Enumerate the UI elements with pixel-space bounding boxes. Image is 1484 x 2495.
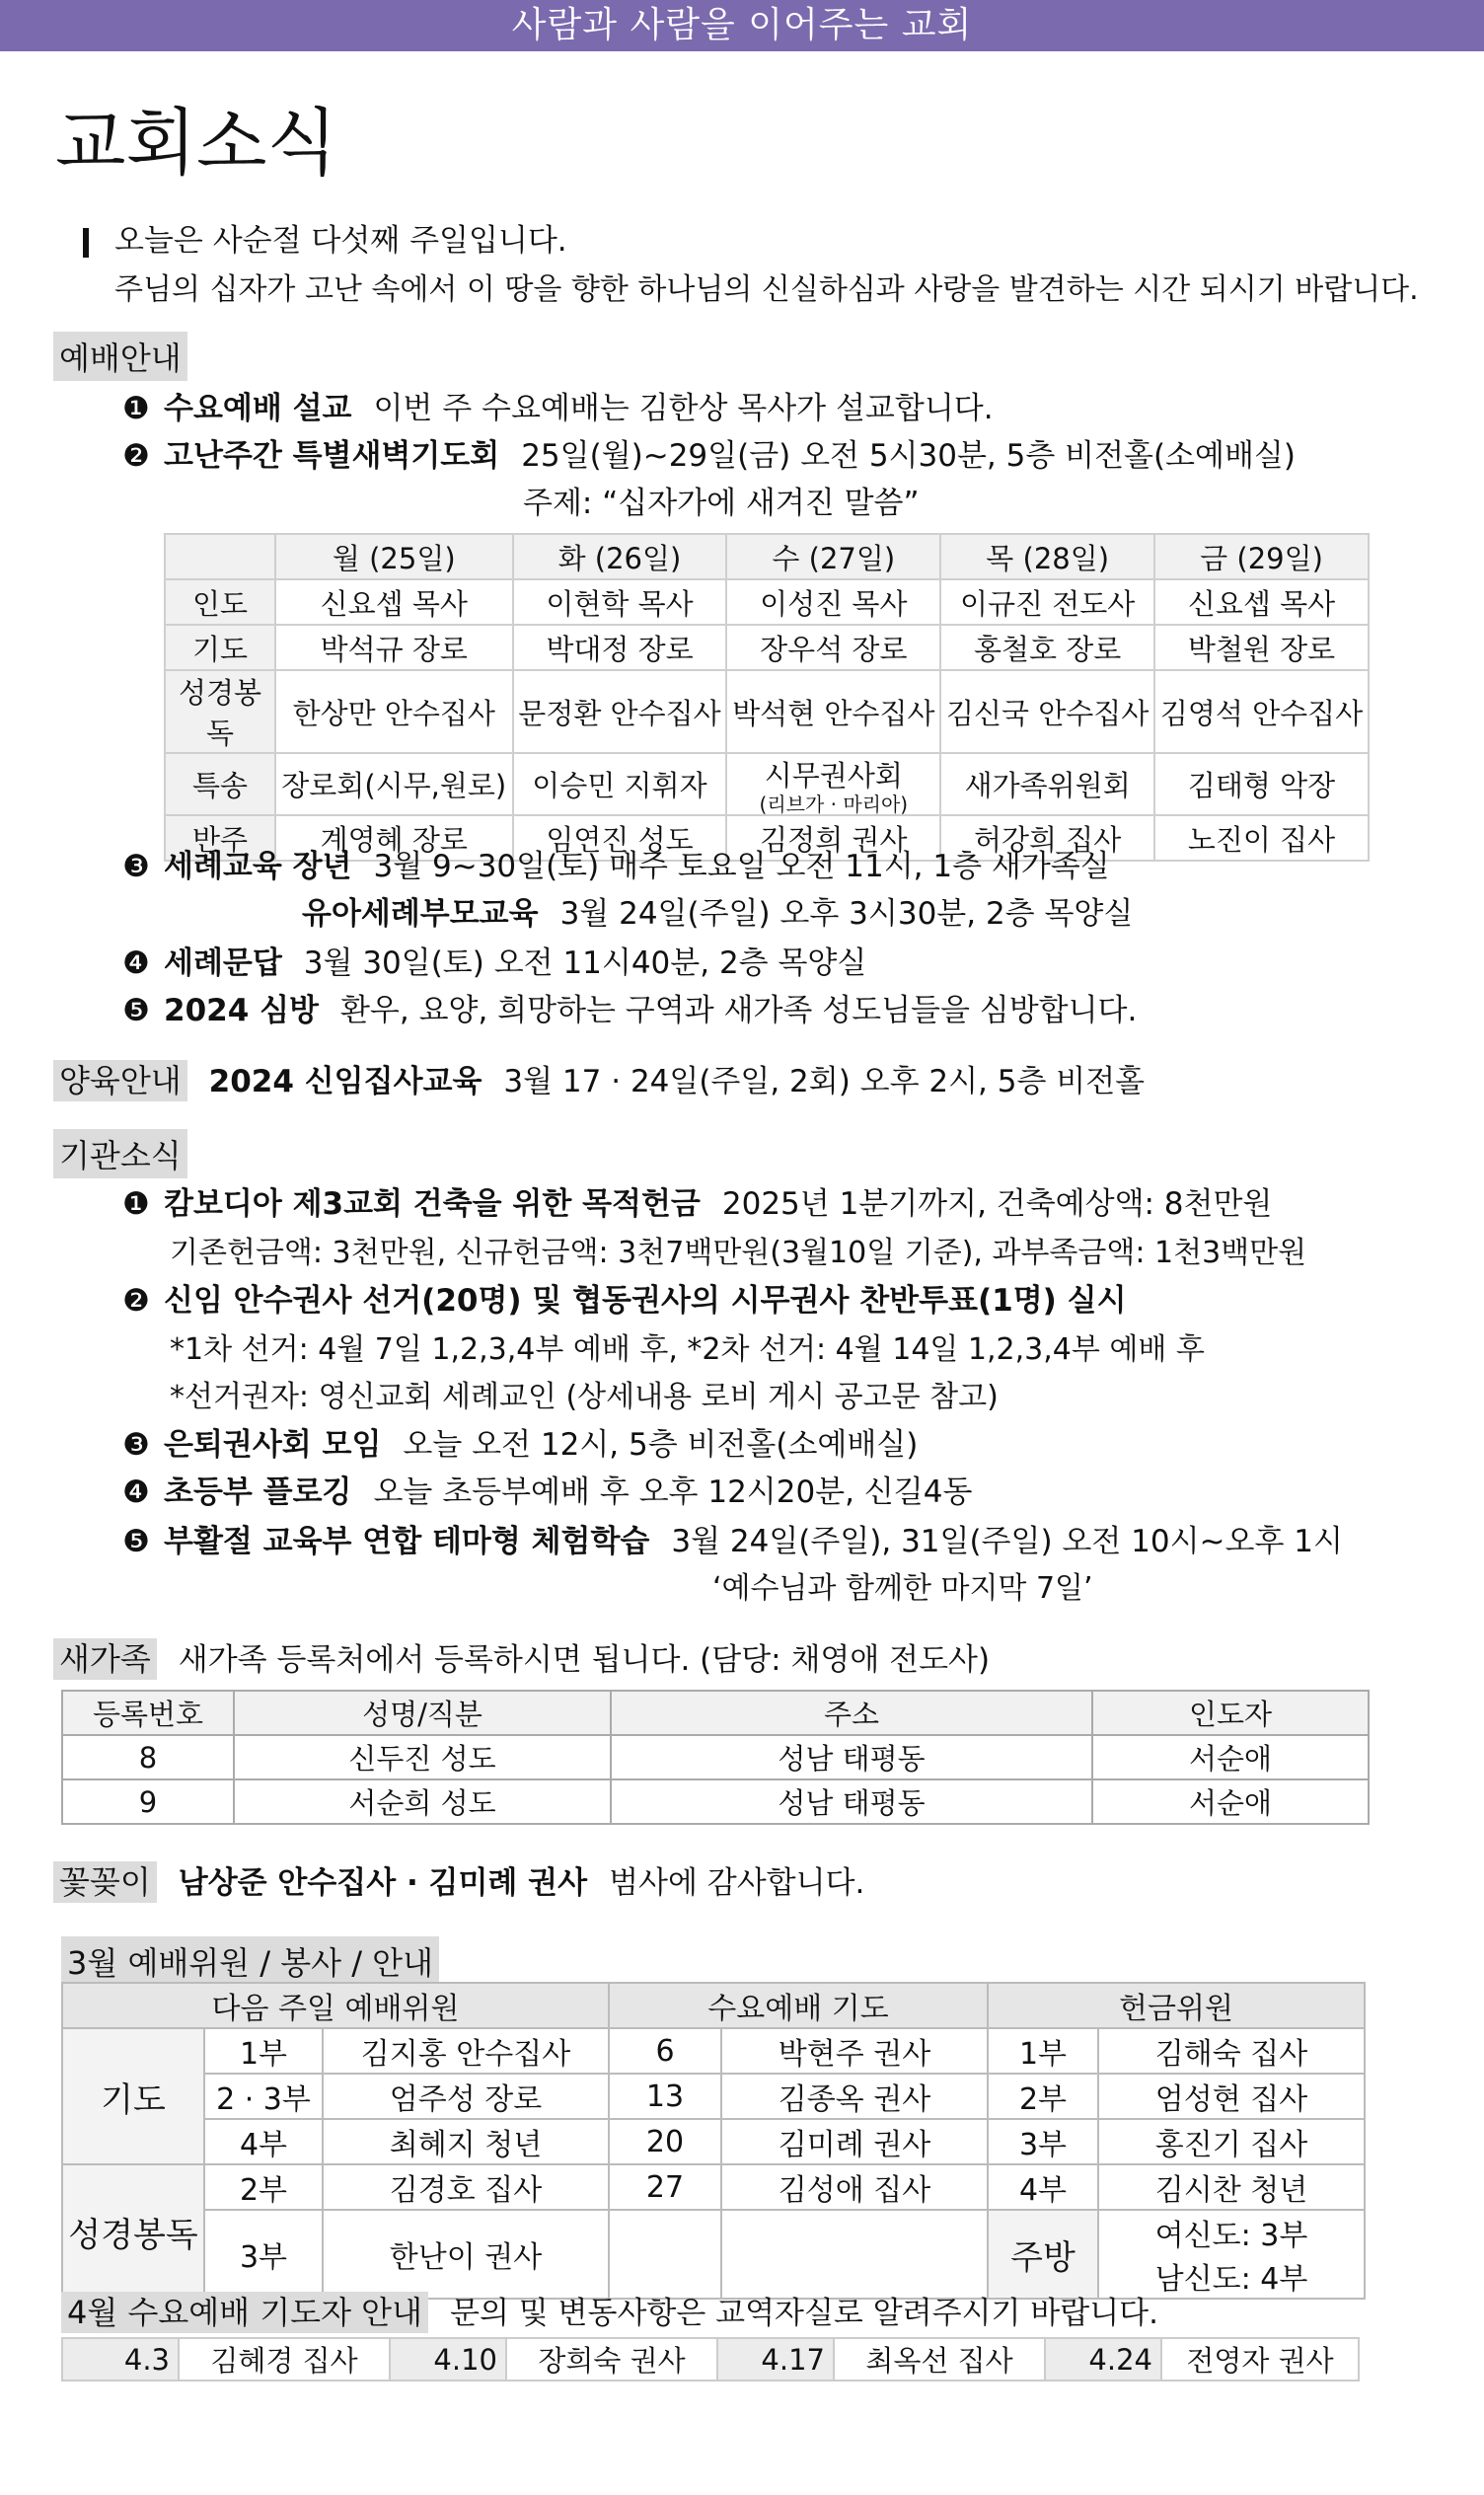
item-text: 3월 24일(주일) 오후 3시30분, 2층 목양실 xyxy=(559,896,1134,932)
table-cell: 8 xyxy=(62,1735,234,1779)
table-row xyxy=(62,2119,1365,2164)
item-text: 25일(월)~29일(금) 오전 5시30분, 5층 비전홀(소예배실) xyxy=(521,438,1296,474)
april-line xyxy=(61,2288,1158,2333)
column-header: 성명/직분 xyxy=(234,1691,611,1735)
name-cell: 박현주 권사 xyxy=(721,2028,988,2074)
april-prayer-table xyxy=(61,2337,1360,2382)
item-number: ❸ xyxy=(122,849,150,884)
worship-item-2 xyxy=(122,430,1296,475)
newfamily-line xyxy=(53,1634,990,1680)
name-cell: 엄주성 장로 xyxy=(323,2074,609,2119)
part-cell: 1부 xyxy=(204,2028,323,2074)
prayer-label: 기도 xyxy=(62,2028,204,2164)
item-text: 새가족 등록처에서 등록하시면 됩니다. (담당: 채영애 전도사) xyxy=(178,1642,991,1678)
item-text: 3월 24일(주일), 31일(주일) 오전 10시~오후 1시 xyxy=(671,1524,1343,1559)
day-header: 금 (29일) xyxy=(1154,534,1369,579)
item-label: 고난주간 특별새벽기도회 xyxy=(164,438,500,474)
table-cell: 이승민 지휘자 xyxy=(513,753,727,815)
table-row xyxy=(165,625,1369,670)
name-cell xyxy=(721,2210,988,2299)
flowers-line xyxy=(53,1857,864,1903)
item-label: 유아세례부모교육 xyxy=(302,896,539,932)
table-cell: 김신국 안수집사 xyxy=(940,670,1154,753)
table-cell: 신요셉 목사 xyxy=(275,579,513,625)
name-cell: 장희숙 권사 xyxy=(506,2338,717,2381)
item-text: 문의 및 변동사항은 교역자실로 알려주시기 바랍니다. xyxy=(450,2296,1158,2331)
item-text: 이번 주 수요예배는 김한상 목사가 설교합니다. xyxy=(373,391,994,426)
org-item-3 xyxy=(122,1419,918,1464)
name-cell: 최옥선 집사 xyxy=(834,2338,1045,2381)
item-number: ❶ xyxy=(122,391,150,426)
item-label: 세례교육 장년 xyxy=(164,849,352,884)
name-cell: 김종옥 권사 xyxy=(721,2074,988,2119)
column-header: 등록번호 xyxy=(62,1691,234,1735)
table-cell: 이성진 목사 xyxy=(726,579,940,625)
table-row xyxy=(62,2028,1365,2074)
date-cell: 4.10 xyxy=(390,2338,506,2381)
nurture-line xyxy=(53,1056,1145,1101)
table-row xyxy=(62,1779,1369,1824)
date-cell xyxy=(609,2210,721,2299)
worship-theme: 주제: “십자가에 새겨진 말씀” xyxy=(523,486,920,521)
name-cell: 최혜지 청년 xyxy=(323,2119,609,2164)
top-banner: 사람과 사람을 이어주는 교회 xyxy=(0,0,1484,51)
item-text: 3월 17 · 24일(주일, 2회) 오후 2시, 5층 비전홀 xyxy=(503,1064,1146,1099)
table-cell: 서순애 xyxy=(1092,1779,1369,1824)
part-cell: 3부 xyxy=(988,2119,1098,2164)
name-cell: 전영자 권사 xyxy=(1161,2338,1359,2381)
org-item-4 xyxy=(122,1467,972,1511)
table-cell: 한상만 안수집사 xyxy=(275,670,513,753)
part-cell: 2부 xyxy=(204,2164,323,2210)
item-text: 3월 9~30일(토) 매주 토요일 오전 11시, 1층 새가족실 xyxy=(373,849,1110,884)
table-cell: 문정환 안수집사 xyxy=(513,670,727,753)
org-item-5 xyxy=(122,1516,1343,1560)
item-number: ❺ xyxy=(122,1524,150,1559)
table-cell: 계영혜 장로 xyxy=(275,815,513,861)
section-nurture: 양육안내 xyxy=(53,1060,187,1101)
bullet-bar xyxy=(83,228,89,258)
table-cell: 김태형 악장 xyxy=(1154,753,1369,815)
date-cell: 4.3 xyxy=(62,2338,179,2381)
name-cell: 김미례 권사 xyxy=(721,2119,988,2164)
header-next-sunday: 다음 주일 예배위원 xyxy=(62,1983,609,2028)
table-row xyxy=(62,2338,1359,2381)
item-text: 오늘 초등부예배 후 오후 12시20분, 신길4동 xyxy=(373,1474,973,1510)
table-cell: 새가족위원회 xyxy=(940,753,1154,815)
kitchen-label: 주방 xyxy=(988,2210,1098,2299)
row-role: 성경봉독 xyxy=(165,670,275,753)
item-label: 세례문답 xyxy=(164,945,282,981)
item-label: 남상준 안수집사 · 김미례 권사 xyxy=(178,1865,588,1901)
intro-headline xyxy=(83,215,567,260)
item-label: 2024 심방 xyxy=(164,993,319,1028)
org-item-2 xyxy=(122,1275,1127,1320)
column-header: 인도자 xyxy=(1092,1691,1369,1735)
worship-item-3b xyxy=(302,888,1133,933)
table-row xyxy=(62,2164,1365,2210)
table-row xyxy=(165,579,1369,625)
item-text: 3월 30일(토) 오전 11시40분, 2층 목양실 xyxy=(303,945,867,981)
item-text: 환우, 요양, 희망하는 구역과 새가족 성도님들을 심방합니다. xyxy=(339,993,1138,1028)
table-cell: 허강희 집사 xyxy=(940,815,1154,861)
day-header: 화 (26일) xyxy=(513,534,727,579)
worship-item-1 xyxy=(122,383,994,427)
item-number: ❶ xyxy=(122,1186,150,1222)
table-cell xyxy=(726,753,940,815)
column-header: 주소 xyxy=(611,1691,1092,1735)
name-cell: 김혜경 집사 xyxy=(179,2338,390,2381)
section-newfamily: 새가족 xyxy=(53,1638,157,1680)
section-worship: 예배안내 xyxy=(53,332,187,381)
name-cell: 김해숙 집사 xyxy=(1098,2028,1365,2074)
name-cell: 한난이 권사 xyxy=(323,2210,609,2299)
item-label: 초등부 플로깅 xyxy=(164,1474,352,1510)
item-text: 오늘 오전 12시, 5층 비전홀(소예배실) xyxy=(403,1427,919,1463)
table-cell: 성남 태평동 xyxy=(611,1779,1092,1824)
table-cell: 홍철호 장로 xyxy=(940,625,1154,670)
item-label: 캄보디아 제3교회 건축을 위한 목적헌금 xyxy=(164,1186,701,1222)
worship-item-3 xyxy=(122,841,1110,885)
header-wednesday: 수요예배 기도 xyxy=(609,1983,988,2028)
name-cell: 김경호 집사 xyxy=(323,2164,609,2210)
item-label: 은퇴권사회 모임 xyxy=(164,1427,382,1463)
name-cell: 홍진기 집사 xyxy=(1098,2119,1365,2164)
item-label: 2024 신임집사교육 xyxy=(208,1064,482,1099)
section-april: 4월 수요예배 기도자 안내 xyxy=(61,2292,428,2333)
item-number: ❺ xyxy=(122,993,150,1028)
name-cell: 엄성현 집사 xyxy=(1098,2074,1365,2119)
corner-cell xyxy=(165,534,275,579)
section-org: 기관소식 xyxy=(53,1129,187,1178)
table-cell: 신요셉 목사 xyxy=(1154,579,1369,625)
item-number: ❹ xyxy=(122,945,150,981)
date-cell: 13 xyxy=(609,2074,721,2119)
table-row xyxy=(62,2210,1365,2299)
page-title: 교회소식 xyxy=(55,101,337,186)
worship-item-5 xyxy=(122,985,1137,1029)
kitchen-men: 남신도: 4부 xyxy=(1154,2262,1308,2297)
table-cell: 박석현 안수집사 xyxy=(726,670,940,753)
newfamily-table xyxy=(61,1690,1370,1825)
table-cell: 성남 태평동 xyxy=(611,1735,1092,1779)
table-cell: 신두진 성도 xyxy=(234,1735,611,1779)
date-cell: 6 xyxy=(609,2028,721,2074)
table-cell: 박철원 장로 xyxy=(1154,625,1369,670)
item-text: 2025년 1분기까지, 건축예상액: 8천만원 xyxy=(721,1186,1273,1222)
header-offering: 헌금위원 xyxy=(988,1983,1365,2028)
table-row xyxy=(165,670,1369,753)
item-number: ❷ xyxy=(122,438,150,474)
table-row xyxy=(62,1735,1369,1779)
day-header: 목 (28일) xyxy=(940,534,1154,579)
date-cell: 27 xyxy=(609,2164,721,2210)
item-label: 부활절 교육부 연합 테마형 체험학습 xyxy=(164,1524,650,1559)
table-cell: 9 xyxy=(62,1779,234,1824)
item-number: ❷ xyxy=(122,1283,150,1319)
section-flowers: 꽃꽂이 xyxy=(53,1861,157,1903)
name-cell: 김지홍 안수집사 xyxy=(323,2028,609,2074)
row-role: 반주 xyxy=(165,815,275,861)
table-cell: 서순희 성도 xyxy=(234,1779,611,1824)
table-cell: 장우석 장로 xyxy=(726,625,940,670)
part-cell: 2 · 3부 xyxy=(204,2074,323,2119)
table-cell: 김영석 안수집사 xyxy=(1154,670,1369,753)
table-cell: 박대정 장로 xyxy=(513,625,727,670)
day-header: 수 (27일) xyxy=(726,534,940,579)
kitchen-women: 여신도: 3부 xyxy=(1154,2219,1308,2253)
cell-sub: (리브가 · 마리아) xyxy=(759,793,909,816)
part-cell: 4부 xyxy=(988,2164,1098,2210)
table-cell: 김정희 권사 xyxy=(726,815,940,861)
name-cell: 김시찬 청년 xyxy=(1098,2164,1365,2210)
table-cell: 임연진 성도 xyxy=(513,815,727,861)
table-cell: 노진이 집사 xyxy=(1154,815,1369,861)
item-label: 수요예배 설교 xyxy=(164,391,352,426)
worship-item-4 xyxy=(122,938,866,982)
section-march: 3월 예배위원 / 봉사 / 안내 xyxy=(61,1936,439,1986)
table-row xyxy=(165,753,1369,815)
march-committee-table xyxy=(61,1982,1366,2300)
org-item-1-line2: 기존헌금액: 3천만원, 신규헌금액: 3천7백만원(3월10일 기준), 과부족금액: 1천3백만원 xyxy=(170,1236,1307,1270)
table-cell: 이현학 목사 xyxy=(513,579,727,625)
dawn-prayer-schedule xyxy=(164,533,1370,862)
date-cell: 4.17 xyxy=(717,2338,834,2381)
part-cell: 3부 xyxy=(204,2210,323,2299)
item-label: 신임 안수권사 선거(20명) 및 협동권사의 시무권사 찬반투표(1명) 실시 xyxy=(164,1283,1127,1319)
part-cell: 1부 xyxy=(988,2028,1098,2074)
cell-main: 시무권사회 xyxy=(764,759,903,793)
table-cell: 이규진 전도사 xyxy=(940,579,1154,625)
table-cell: 서순애 xyxy=(1092,1735,1369,1779)
reading-label: 성경봉독 xyxy=(62,2164,204,2299)
item-number: ❹ xyxy=(122,1474,150,1510)
table-row xyxy=(62,2074,1365,2119)
intro-headline-text: 오늘은 사순절 다섯째 주일입니다. xyxy=(114,223,567,259)
kitchen-cell xyxy=(1098,2210,1365,2299)
org-item-2-line2: *1차 선거: 4월 7일 1,2,3,4부 예배 후, *2차 선거: 4월 14일 1,2,3,4부 예배 후 xyxy=(170,1332,1205,1367)
day-header: 월 (25일) xyxy=(275,534,513,579)
date-cell: 4.24 xyxy=(1045,2338,1161,2381)
table-cell: 박석규 장로 xyxy=(275,625,513,670)
row-role: 기도 xyxy=(165,625,275,670)
part-cell: 4부 xyxy=(204,2119,323,2164)
item-text: 범사에 감사합니다. xyxy=(609,1865,865,1901)
name-cell: 김성애 집사 xyxy=(721,2164,988,2210)
row-role: 특송 xyxy=(165,753,275,815)
row-role: 인도 xyxy=(165,579,275,625)
table-cell: 장로회(시무,원로) xyxy=(275,753,513,815)
org-item-5-line2: ‘예수님과 함께한 마지막 7일’ xyxy=(712,1571,1093,1606)
item-number: ❸ xyxy=(122,1427,150,1463)
part-cell: 2부 xyxy=(988,2074,1098,2119)
intro-text: 주님의 십자가 고난 속에서 이 땅을 향한 하나님의 신실하심과 사랑을 발견하는 시간 되시기 바랍니다. xyxy=(114,272,1419,307)
org-item-2-line3: *선거권자: 영신교회 세례교인 (상세내용 로비 게시 공고문 참고) xyxy=(170,1380,999,1414)
date-cell: 20 xyxy=(609,2119,721,2164)
org-item-1 xyxy=(122,1178,1272,1223)
